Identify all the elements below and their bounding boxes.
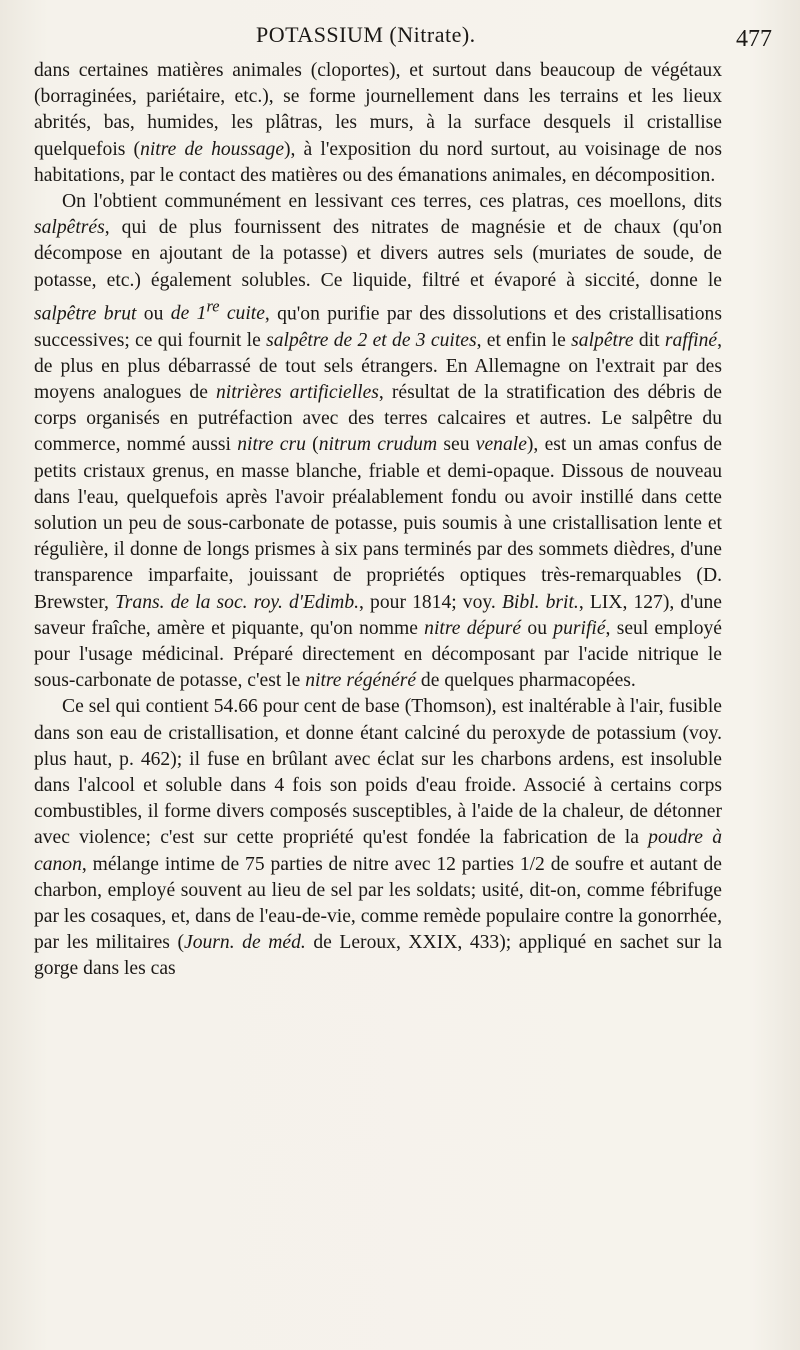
body-text bbox=[34, 58, 722, 983]
page-header bbox=[36, 22, 772, 56]
p2-text-j: , et enfin le bbox=[476, 329, 572, 351]
p2-text-e: ou bbox=[136, 303, 171, 325]
p2-text-v: ), est un amas confus de petits cristaux grenus, en masse blanche, friable et demi-opaque. Dissous de nouveau dans l'eau, quelquefois après l'avoir préalablement fondu ou avoir instillé dans cette solution un peu de sous-carbonate de potasse, puis soumis à une cristallisation lente et régulière, il donne de longs prismes à six pans terminés par des sommets dièdres, d'une transparence imparfaite, jouissant de propriétés optiques très-remarquables (D. Brewster, bbox=[34, 434, 722, 613]
p2-text-af: de quelques pharmacopées. bbox=[416, 670, 636, 692]
p3-text-a: Ce sel qui contient 54.66 pour cent de base (Thomson), est inaltérable à l'air, fusible dans son eau de cristallisation, et donne étant calciné du peroxyde de potassium (voy. plus haut, p. 462); il fuse en brûlant avec éclat sur les charbons ardens, est insoluble dans l'alcool et soluble dans 4 fois son poids d'eau froide. Associé à certains corps combustibles, il forme divers composés susceptibles, à l'aide de la chaleur, de détonner avec violence; c'est sur cette propriété qu'est fondée la fabrication de la bbox=[34, 696, 722, 849]
p2-italic-s: nitrum crudum bbox=[318, 434, 438, 456]
p2-italic-q: nitre cru bbox=[237, 434, 306, 456]
p2-italic-i: salpêtre de 2 et de 3 cuites bbox=[266, 329, 477, 351]
p2-italic-b: salpêtrés bbox=[34, 217, 105, 239]
p2-text-z: , LIX, 127), d'une saveur fraîche, amère et piquante, qu'on nomme bbox=[34, 591, 722, 639]
p3-text-c: , mélange intime de 75 parties de nitre avec 12 parties 1/2 de soufre et autant de charbon, employé souvent au lieu de sel par les soldats; usité, dit-on, comme fébrifuge par les cosaques, et, dans de l'eau-de-vie, comme remède populaire contre la gonorrhée, par les militaires ( bbox=[34, 853, 722, 954]
running-head: POTASSIUM (Nitrate). bbox=[256, 22, 476, 47]
p2-text-x: , pour 1814; voy. bbox=[359, 591, 502, 613]
p2-italic-y: Bibl. brit. bbox=[501, 591, 579, 613]
p1-text-a: dans certaines matières animales (cloportes), et surtout dans beaucoup de végétaux (borraginées, pariétaire, etc.), se forme journellement dans les terrains et les lieux abrités, bas, humides, les plâtras, les murs, à la surface desquels il cristallise quelquefois ( bbox=[34, 60, 722, 160]
p2-text-h: , qu'on purifie par des dissolutions et des cristallisations successives; ce qui fournit le bbox=[34, 303, 722, 351]
p2-italic-ae: nitre régénéré bbox=[305, 670, 417, 692]
p2-italic-f-text: de 1 bbox=[170, 303, 207, 325]
p2-italic-aa: nitre dépuré bbox=[424, 617, 522, 639]
p2-italic-f bbox=[170, 296, 265, 325]
p2-text-a: On l'obtient communément en lessivant ces terres, ces platras, ces moellons, dits bbox=[62, 191, 722, 213]
p2-text-t: seu bbox=[437, 434, 476, 456]
p3-italic-d: Journ. de méd. bbox=[184, 932, 306, 954]
p2-italic-ac: purifié bbox=[553, 617, 606, 639]
p2-text-n: , de plus en plus débarrassé de tout sels étrangers. En Allemagne on l'extrait par des moyens analogues de bbox=[34, 329, 722, 403]
page-number: 477 bbox=[736, 26, 772, 52]
p2-italic-d: salpêtre brut bbox=[34, 303, 137, 325]
p2-italic-m: raffiné bbox=[664, 329, 718, 351]
paragraph-3 bbox=[34, 694, 722, 982]
p2-text-ad: , seul employé pour l'usage médicinal. Préparé directement en décomposant par l'acide nitrique le sous-carbonate de potasse, c'est le bbox=[34, 617, 723, 692]
p2-italic-o: nitrières artificielles bbox=[215, 381, 379, 403]
p3-text-e: de Leroux, XXIX, 433); appliqué en sachet sur la gorge dans les cas bbox=[34, 932, 722, 980]
p1-italic-term: nitre de houssage bbox=[140, 138, 285, 160]
p2-superscript: re bbox=[206, 296, 220, 316]
paragraph-2 bbox=[34, 189, 722, 694]
p2-italic-g: cuite bbox=[219, 303, 265, 325]
p1-text-c: ), à l'exposition du nord surtout, au voisinage de nos habitations, par le contact des matières ou des émanations animales, en décomposition. bbox=[34, 138, 722, 186]
p2-text-r: ( bbox=[305, 434, 319, 456]
p2-italic-k: salpêtre bbox=[571, 329, 634, 351]
paragraph-1 bbox=[34, 58, 722, 189]
p2-text-c: , qui de plus fournissent des nitrates de magnésie et de chaux (qu'on décompose en ajoutant de la potasse) et divers autres sels (muriates de soude, de potasse, etc.) également solubles. Ce liquide, filtré et évaporé à siccité, donne le bbox=[34, 217, 722, 291]
p2-text-ab: ou bbox=[521, 617, 554, 639]
p3-italic-b: poudre à canon bbox=[34, 827, 723, 875]
p2-text-p: , résultat de la stratification des débris de corps organisés en putréfaction avec des terres calcaires et autres. Le salpêtre du commerce, nommé aussi bbox=[34, 381, 722, 456]
p2-italic-u: venale bbox=[475, 434, 527, 456]
p2-italic-w: Trans. de la soc. roy. d'Edimb. bbox=[114, 591, 360, 613]
p2-text-l: dit bbox=[633, 329, 665, 351]
